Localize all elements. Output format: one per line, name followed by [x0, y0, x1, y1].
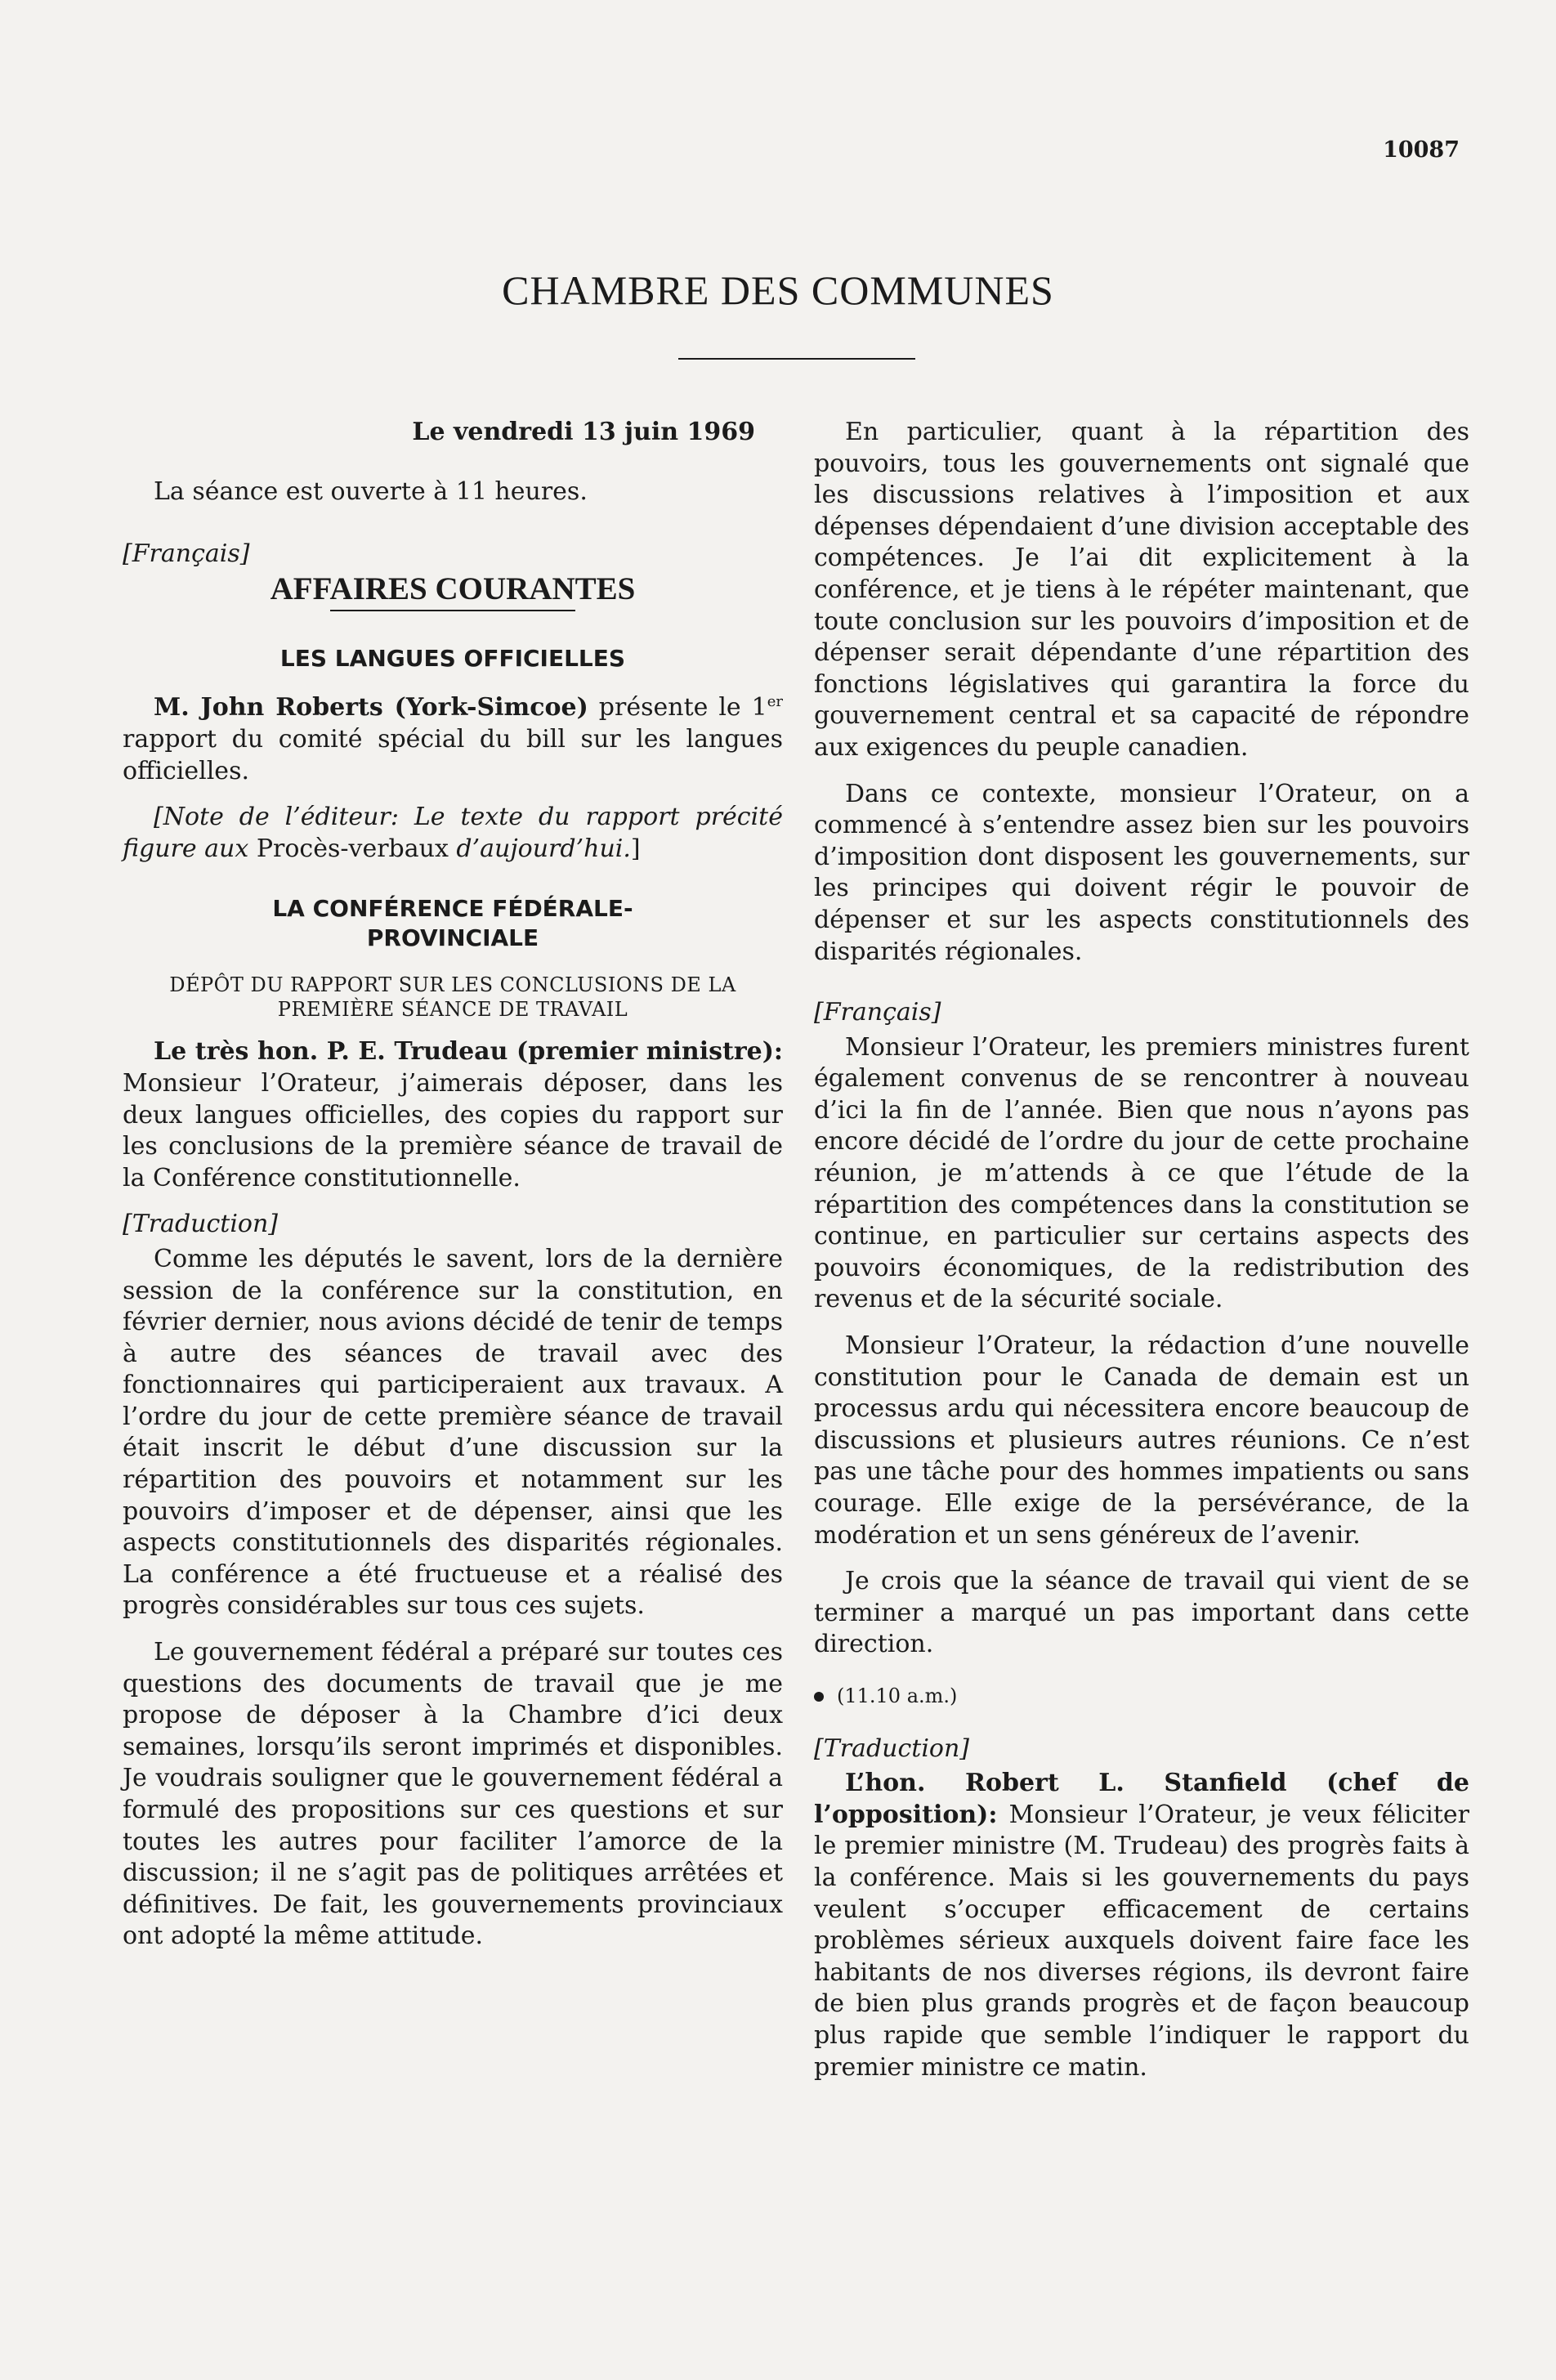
right-column: [814, 417, 1469, 2083]
speaker-stanfield: L’hon. Robert L. Stanfield (chef de l’opposition):: [814, 1769, 1469, 1829]
speaker-roberts: M. John Roberts (York-Simcoe): [154, 693, 588, 722]
paragraph-dans-ce-contexte: Dans ce contexte, monsieur l’Orateur, on a commencé à s’entendre assez bien sur les pouvoirs d’imposition dont disposent les gouvernements, sur les principes qui doivent régir le pouvoir de dépenser et sur les aspects constitutionnels des disparités régionales.: [814, 779, 1469, 966]
section-divider: [330, 610, 575, 611]
language-tag-traduction: [Traduction]: [123, 1210, 279, 1239]
language-tag-french: [Français]: [814, 998, 941, 1027]
paragraph-premiers-ministres: Monsieur l’Orateur, les premiers ministres furent également convenus de se rencontrer à nouveau d’ici la fin de l’année. Bien que nous n’ayons pas encore décidé de l’ordre du jour de cette prochaine réunion, je m’attends à ce que l’étude de la répartition des compétences dans la constitution se continue, en particulier sur certains aspects des pouvoirs économiques, de la redistribution des revenus et de la sécurité sociale.: [814, 1032, 1469, 1314]
ordinal-suffix: er: [767, 693, 783, 711]
section-heading-conference: LA CONFÉRENCE FÉDÉRALE-PROVINCIALE: [272, 895, 633, 952]
paragraph-comme-les-deputes: Comme les députés le savent, lors de la dernière session de la conférence sur la constitution, en février dernier, nous avions décidé de tenir de temps à autre des séances de travail avec des fonctionnaires qui participeraient aux travaux. A l’ordre du jour de cette première séance de travail était inscrit le début d’une discussion sur la répartition des pouvoirs et notamment sur les pouvoirs d’imposer et de dépenser, ainsi que les aspects constitutionnels des disparités régionales. La conférence a été fructueuse et a réalisé des progrès considérables sur tous ces sujets.: [123, 1244, 783, 1621]
roberts-paragraph: [123, 687, 783, 787]
paragraph-gouvernement-federal: Le gouvernement fédéral a préparé sur toutes ces questions des documents de travail que je me propose de déposer à la Chambre d’ici deux semaines, lorsqu’ils seront imprimés et disponibles. Je voudrais souligner que le gouvernement fédéral a formulé des propositions sur ces questions et sur toutes les autres pour faciliter l’amorce de la discussion; il ne s’agit pas de politiques arrêtées et définitives. De fait, les gouvernements provinciaux ont adopté la même attitude.: [123, 1638, 783, 1951]
trudeau-paragraph: [123, 1036, 783, 1194]
paragraph-redaction-constitution: Monsieur l’Orateur, la rédaction d’une nouvelle constitution pour le Canada de demain est un processus ardu qui nécessitera encore beaucoup de discussions et plusieurs autres réunions. Ce n’est pas une tâche pour des hommes impatients ou sans courage. Elle exige de la persévérance, de la modération et un sens généreux de l’avenir.: [814, 1331, 1469, 1550]
language-tag-french: [Français]: [123, 539, 250, 569]
title-divider: [678, 358, 915, 360]
roberts-text-a: présente le 1: [588, 693, 767, 722]
paragraph-seance-de-travail: Je crois que la séance de travail qui vient de se terminer a marqué un pas important dans cette direction.: [814, 1567, 1469, 1659]
sitting-date: Le vendredi 13 juin 1969: [412, 418, 755, 446]
page-number: 10087: [1383, 137, 1460, 163]
subheading-depot-rapport: DÉPÔT DU RAPPORT SUR LES CONCLUSIONS DE LA PREMIÈRE SÉANCE DE TRAVAIL: [169, 973, 736, 1022]
trudeau-text: Monsieur l’Orateur, j’aimerais déposer, dans les deux langues officielles, des copies du rapport sur les conclusions de la première séance de travail de la Conférence constitutionnelle.: [123, 1068, 783, 1192]
speaker-trudeau: Le très hon. P. E. Trudeau (premier ministre):: [154, 1037, 783, 1067]
editor-note-a: [Note de l’éditeur: Le texte du rapport précité figure aux: [123, 803, 783, 863]
time-marker-text: (11.10 a.m.): [837, 1684, 958, 1707]
bullet-icon: [814, 1692, 824, 1702]
stanfield-paragraph: [814, 1768, 1469, 2083]
paragraph-en-particulier: En particulier, quant à la répartition des pouvoirs, tous les gouvernements ont signalé que les discussions relatives à l’imposition et aux dépenses dépendaient d’une division acceptable des compétences. Je l’ai dit explicitement à la conférence, et je tiens à le répéter maintenant, que toute conclusion sur les pouvoirs d’imposition et de dépenser serait dépendante d’une répartition des fonctions législatives qui garantira la force du gouvernement central et sa capacité de répondre aux exigences du peuple canadien.: [814, 418, 1469, 762]
time-marker: [814, 1680, 1469, 1712]
opening-statement: La séance est ouverte à 11 heures.: [154, 476, 588, 506]
roberts-text-b: rapport du comité spécial du bill sur les langues officielles.: [123, 724, 783, 785]
editor-note-c: d’aujourd’hui.: [448, 834, 631, 863]
section-heading-affaires-courantes: AFFAIRES COURANTES: [270, 570, 636, 606]
editor-note-d: ]: [630, 834, 641, 863]
page-title: CHAMBRE DES COMMUNES: [502, 267, 1054, 313]
editor-note-b: Procès-verbaux: [256, 834, 449, 863]
section-heading-langues-officielles: LES LANGUES OFFICIELLES: [279, 645, 626, 673]
stanfield-text: Monsieur l’Orateur, je veux féliciter le premier ministre (M. Trudeau) des progrès faits à la conférence. Mais si les gouvernements du pays veulent s’occuper efficacement de certains problèmes sérieux auxquels doivent faire face les habitants de nos diverses régions, ils devront faire de bien plus grands progrès et de façon beaucoup plus rapide que semble l’indiquer le rapport du premier ministre ce matin.: [814, 1800, 1469, 2082]
left-column: [123, 417, 783, 1953]
editor-note: [123, 802, 783, 865]
language-tag-traduction: [Traduction]: [814, 1734, 970, 1763]
